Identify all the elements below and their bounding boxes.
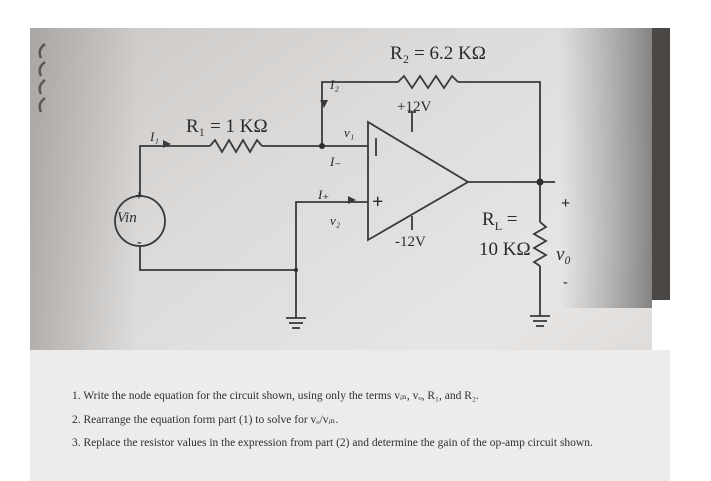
vin-label: Vin bbox=[117, 210, 137, 226]
r1-label: R₁ = 1 KΩ bbox=[186, 116, 268, 137]
iminus-label: I₋ bbox=[330, 154, 342, 169]
source-plus-sign: + bbox=[135, 189, 143, 204]
i2-label: I₂ bbox=[330, 77, 339, 92]
rl-letter: R bbox=[482, 209, 495, 230]
opamp-plus-sign: + bbox=[372, 191, 384, 213]
question-1: 1. Write the node equation for the circuit shown, using only the terms vᵢₙ, vₒ, R₁, and R₂. bbox=[72, 390, 479, 402]
vo-label: v₀ bbox=[556, 244, 572, 265]
output-minus-sign: - bbox=[563, 275, 568, 290]
v2-label: v₂ bbox=[330, 213, 341, 228]
iplus-label: I₊ bbox=[318, 187, 330, 202]
rl-value-label: 10 KΩ bbox=[479, 239, 531, 260]
question-3: 3. Replace the resistor values in the expression from part (2) and determine the gain of the op-amp circuit shown. bbox=[72, 437, 593, 449]
vminus-supply-label: -12V bbox=[395, 234, 426, 250]
i1-label: I₁ bbox=[150, 129, 159, 144]
question-2: 2. Rearrange the equation form part (1) to solve for vₒ/vᵢₙ. bbox=[72, 414, 339, 426]
vplus-supply-label: +12V bbox=[397, 99, 432, 115]
rl-label bbox=[482, 210, 518, 232]
output-plus-sign: + bbox=[561, 195, 571, 212]
rl-subscript: L bbox=[494, 218, 503, 233]
rl-equals: = bbox=[506, 209, 518, 230]
source-minus-sign: - bbox=[137, 235, 142, 250]
r2-label: R₂ = 6.2 KΩ bbox=[390, 43, 486, 64]
v1-label: v₁ bbox=[344, 125, 355, 140]
